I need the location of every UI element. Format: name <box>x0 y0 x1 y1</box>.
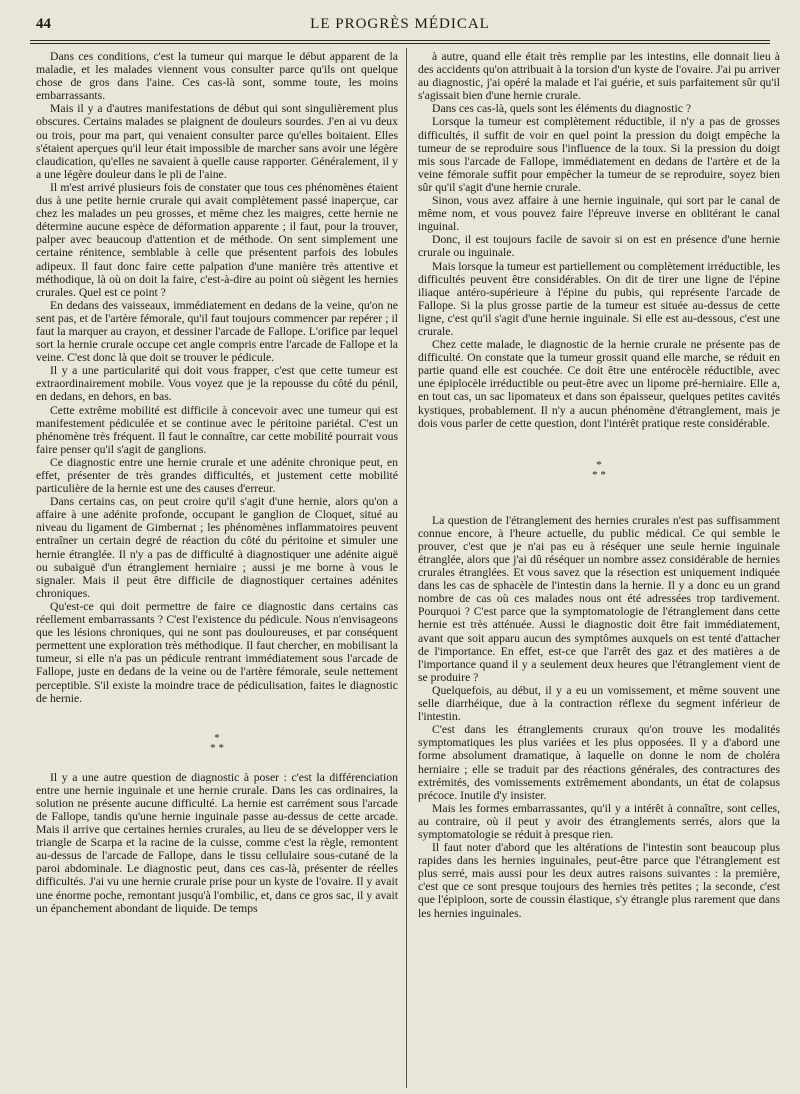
header-rule <box>30 40 770 41</box>
paragraph: Il y a une particularité qui doit vous frapper, c'est que cette tumeur est extraordinairement mobile. Vous voyez que je la repousse du côté du pénil, en dedans, en dehors, en bas. <box>36 364 398 404</box>
right-column <box>418 50 780 920</box>
paragraph: Sinon, vous avez affaire à une hernie inguinale, qui sort par le canal de même nom, et vous pouvez faire l'épreuve inverse en oblitérant le canal inguinal. <box>418 194 780 234</box>
paragraph: Mais il y a d'autres manifestations de début qui sont singulièrement plus obscures. Certains malades se plaignent de douleurs sourdes. J'en ai vu deux ou trois, pour ma part, qui venaient consulter parce qu'elles boitaient. Elles s'étaient aperçues qu'il leur était impossible de marcher sans avoir une légère claudication, qu'elles ne savaient à quelle cause rapporter. Généralement, il y a une légère douleur dans le pli de l'aine. <box>36 102 398 181</box>
section-separator: * * * <box>210 731 224 754</box>
column-divider <box>406 48 407 1088</box>
paragraph: à autre, quand elle était très remplie par les intestins, elle donnait lieu à des accidents qu'on attribuait à la torsion d'un kyste de l'ovaire. J'ai pu arriver au diagnostic, j'ai opéré la malade et l'ai guérie, et suis parfaitement sûr qu'il s'agissait bien d'une hernie crurale. <box>418 50 780 103</box>
paragraph: En dedans des vaisseaux, immédiatement en dedans de la veine, qu'on ne sent pas, et de l'artère fémorale, qu'il faut toujours commencer par repérer ; il faut la marquer au crayon, et dessiner l'arcade de Fallope. L'orifice par lequel sort la hernie crurale occupe cet angle compris entre l'arcade de Fallope et la veine. C'est donc là que doit se trouver le pédicule. <box>36 298 398 365</box>
paragraph: Il m'est arrivé plusieurs fois de constater que tous ces phénomènes étaient dus à une petite hernie crurale qui avait complètement passé inaperçue, car chez les malades un peu grosses, et même chez les maigres, cette hernie ne détermine aucune espèce de déformation apparente ; il faut, pour la trouver, palper avec beaucoup d'attention et de méthode. On sent simplement une certaine rénitence, semblable à celle que présentent parfois des lobules adipeux. Il faut donc faire cette palpation d'une manière très attentive et méthodique, là où on doit la faire, c'est-à-dire au point où siègent les hernies crurales. Quel est ce point ? <box>36 180 398 299</box>
section-separator: * * * <box>592 458 606 481</box>
paragraph: Chez cette malade, le diagnostic de la hernie crurale ne présente pas de difficulté. On constate que la tumeur grossit quand elle marche, se réduit en partie quand elle est couchée. Ce doit être une entérocèle réductible, avec une épiplocèle irréductible ou peut-être avec un lipome pré-herniaire. Elle a, en tout cas, un sac lipomateux et dans son épaisseur, quelques petites cavités kystiques, probablement. Il n'y a aucun phénomène d'étranglement, mais je dois vous parler de cette question, dont l'intérêt pratique reste considérable. <box>418 338 780 430</box>
paragraph: C'est dans les étranglements cruraux qu'on trouve les modalités symptomatiques les plus variées et les plus opposées. Il y a d'abord une forme absolument dramatique, à laquelle on donne le nom de choléra herniaire ; elle se traduit par des réactions générales, des contractures des extrémités, des vomissements extrêmement abondants, un état de colapsus précoce. Inutile d'y insister. <box>418 723 780 802</box>
paragraph: Ce diagnostic entre une hernie crurale et une adénite chronique peut, en effet, présenter de très grandes difficultés, et justement cette mobilité particulière de la hernie est une des causes d'erreur. <box>36 455 398 496</box>
paragraph: Lorsque la tumeur est complètement réductible, il n'y a pas de grosses difficultés, il suffit de voir en quel point la pression du doigt empêche la tumeur de se reproduire sous l'influence de la toux. Si la pression du doigt mis sous l'arcade de Fallope, immédiatement en dedans de l'artère et de la veine fémorale suffit pour empêcher la tumeur de se reproduire, soyez bien sûr qu'il s'agit d'une hernie crurale. <box>418 115 780 194</box>
paragraph: Il y a une autre question de diagnostic à poser : c'est la différenciation entre une hernie inguinale et une hernie crurale. Dans les cas ordinaires, la solution ne présente aucune difficulté. La hernie est carrément sous l'arcade de Fallope, tandis qu'une hernie inguinale passe au-dessus de cette arcade. Mais il arrive que certaines hernies crurales, au lieu de se développer vers le triangle de Scarpa et la racine de la cuisse, comme c'est la règle, remontent au-dessus de l'arcade de Fallope, dans le tissu cellulaire sous-cutané de la paroi abdominale. Le diagnostic peut, dans ces cas-là, présenter de réelles difficultés. J'ai vu une hernie crurale prise pour un kyste de l'ovaire. Il y avait une énorme poche, remontant jusqu'à l'ombilic, et, dans ce gros sac, il y avait un épanchement abondant de liquide. De temps <box>36 770 398 915</box>
paragraph: Quelquefois, au début, il y a eu un vomissement, et même souvent une selle diarrhéique, due à la contraction réflexe du segment inférieur de l'intestin. <box>418 683 780 724</box>
paragraph: Cette extrême mobilité est difficile à concevoir avec une tumeur qui est manifestement pédiculée et se continue avec le péritoine pariétal. C'est un phénomène très fréquent. Il faut le connaître, car cette mobilité pourrait vous faire penser qu'il s'agit de ganglions. <box>36 403 398 456</box>
header-rule-thin <box>30 43 770 44</box>
page-header <box>30 12 770 40</box>
paragraph: Dans ces cas-là, quels sont les éléments du diagnostic ? <box>432 102 692 116</box>
paragraph: Mais lorsque la tumeur est partiellement ou complètement irréductible, les difficultés peuvent être considérables. On dit de tirer une ligne de l'épine iliaque antéro-supérieure à l'épine du pubis, qui représente l'arcade de Fallope. Si la plus grosse partie de la tumeur est située au-dessus de cette ligne, c'est qu'il s'agit d'une hernie inguinale. Si elle est au-dessous, c'est une crurale. <box>418 259 780 338</box>
paragraph: Qu'est-ce qui doit permettre de faire ce diagnostic dans certains cas réellement embarrassants ? C'est l'existence du pédicule. Nous n'envisageons que les lésions chroniques, qui ne sont pas douloureuses, et par conséquent permettent une exploration très méthodique. Il faut chercher, en mobilisant la tumeur, si elle n'a pas un pédicule rentrant immédiatement sous l'arcade de Fallope, juste en dedans de la veine ou de l'artère fémorale, seule nettement perceptible. S'il existe la moindre trace de pédiculisation, faites le diagnostic de hernie. <box>36 599 398 705</box>
paragraph: Donc, il est toujours facile de savoir si on est en présence d'une hernie crurale ou inguinale. <box>418 233 780 260</box>
paragraph: Il faut noter d'abord que les altérations de l'intestin sont beaucoup plus rapides dans les hernies inguinales, peut-être parce que l'étranglement est plus serré, mais aussi pour les deux autres raisons suivantes : la première, c'est que ce sont presque toujours des hernies très petites ; la seconde, c'est que l'épiploon, sorte de coussin élastique, s'y étrangle plus rarement que dans les hernies inguinales. <box>418 841 780 920</box>
paragraph: Dans ces conditions, c'est la tumeur qui marque le début apparent de la maladie, et les malades viennent vous consulter parce qu'ils ont quelque chose de gros dans l'aine. Ces cas-là sont, somme toute, les moins embarrassants. <box>36 50 398 103</box>
left-column <box>36 50 398 915</box>
running-title: LE PROGRÈS MÉDICAL <box>310 16 490 32</box>
paragraph: Dans certains cas, on peut croire qu'il s'agit d'une hernie, alors qu'on a affaire à une adénite profonde, occupant le ganglion de Cloquet, situé au niveau du ligament de Gimbernat ; les phénomènes inflammatoires peuvent entraîner un certain degré de réaction du côté du péritoine et simuler une hernie étranglée. Il n'y a pas de difficulté à diagnostiquer une adénite aiguë ou subaiguë d'un étranglement herniaire ; aussi je me borne à vous le signaler. Mais il peut être difficile de diagnostiquer certaines adénites chroniques. <box>36 495 398 600</box>
paragraph: La question de l'étranglement des hernies crurales n'est pas suffisamment connue encore, à l'heure actuelle, du public médical. Ce qui semble le prouver, c'est que je n'ai pas eu à réséquer une seule hernie inguinale étranglée, alors que j'ai dû réséquer un nombre assez considérable de hernies crurales étranglées. Et vous savez que la résection est uniquement indiquée dans les cas de sphacèle de l'intestin dans la hernie. Il y a donc eu un grand nombre de cas où ces malades nous ont été adressées trop tardivement. Pourquoi ? C'est parce que la symptomatologie de l'étranglement dans cette hernie est très atténuée. Aussi le diagnostic doit être fait immédiatement, avant que soit apparu aucun des symptômes auxquels on est tenté d'attacher de l'importance. En effet, est-ce que l'arrêt des gaz et des matières a de l'importance quand il y a seulement deux heures que l'étranglement vient de se produire ? <box>418 513 780 684</box>
page-number: 44 <box>36 16 51 32</box>
paragraph: Mais les formes embarrassantes, qu'il y a intérêt à connaître, sont celles, au contraire, où il peut y avoir des étranglements serrés, alors que la symptomatologie se réduit à presque rien. <box>418 801 780 841</box>
